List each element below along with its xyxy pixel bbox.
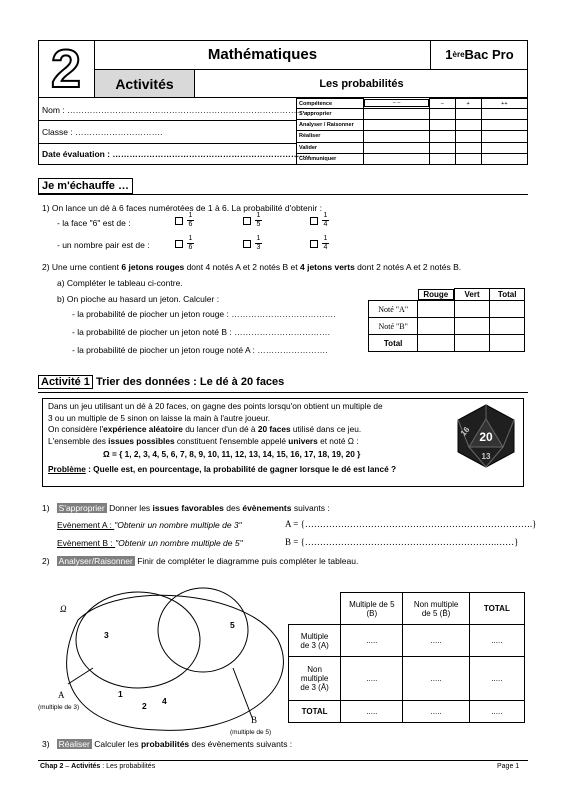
comp-cell[interactable]	[364, 109, 430, 120]
comp-header: +	[455, 99, 481, 109]
col-header: TOTAL	[469, 593, 524, 625]
skill-tag: Analyser/Raisonner	[58, 556, 133, 566]
warmup-q2b1: - la probabilité de piocher un jeton rouge : ……………………………….	[72, 309, 336, 319]
comp-cell[interactable]	[455, 142, 481, 153]
classe-field[interactable]: Classe : ………………………….	[42, 127, 163, 137]
row-header: Noté "A"	[369, 301, 418, 318]
divider	[38, 120, 296, 121]
answer-cell[interactable]	[490, 318, 525, 335]
answer-cell[interactable]: .....	[469, 701, 524, 723]
comp-header: ++	[481, 99, 527, 109]
comp-cell[interactable]	[430, 109, 455, 120]
event-a-set[interactable]: A = {………………………………………………………………….}	[285, 519, 537, 529]
answer-cell[interactable]	[454, 301, 490, 318]
answer-cell[interactable]	[418, 318, 455, 335]
warmup-q2b3: - la probabilité de piocher un jeton rouge noté A : …………………….	[72, 345, 328, 355]
checkbox[interactable]	[175, 240, 183, 248]
nom-field[interactable]: Nom : ……………………………………………………………………………	[42, 105, 314, 115]
svg-text:20: 20	[479, 430, 493, 444]
comp-cell[interactable]	[481, 153, 527, 164]
answer-cell[interactable]: .....	[341, 657, 403, 701]
warmup-q1a: - la face "6" est de :	[57, 218, 131, 228]
comp-cell[interactable]	[430, 120, 455, 131]
activities-label: Activités	[95, 70, 195, 98]
choice[interactable]	[243, 212, 262, 229]
footer-rule	[38, 760, 528, 761]
set-b-label: B	[251, 715, 258, 725]
section-rule	[38, 194, 528, 195]
comp-cell[interactable]	[364, 153, 430, 164]
skill-tag: Réaliser	[58, 739, 90, 749]
answer-cell[interactable]	[418, 335, 455, 352]
set-b-sub: (multiple de 5)	[230, 729, 272, 736]
venn-number: 3	[104, 630, 109, 640]
warmup-q2a: a) Compléter le tableau ci-contre.	[57, 278, 183, 288]
class-level: 1 ère Bac Pro	[430, 40, 528, 70]
choice[interactable]	[175, 235, 194, 252]
comp-cell[interactable]	[430, 153, 455, 164]
comp-row: Analyser / Raisonner	[297, 120, 364, 131]
row-header: Multiple de 3 (A)	[289, 625, 341, 657]
comp-cell[interactable]	[364, 142, 430, 153]
token-table	[368, 288, 525, 352]
skill-tag: S'approprier	[58, 503, 105, 513]
warmup-q2b: b) On pioche au hasard un jeton. Calculer :	[57, 294, 220, 304]
row-header: TOTAL	[289, 701, 341, 723]
choice[interactable]	[310, 212, 329, 229]
comp-cell[interactable]	[481, 131, 527, 142]
comp-header: –	[430, 99, 455, 109]
fraction: $\frac{1}{4}$	[323, 235, 328, 251]
comp-row: Communiquer	[297, 153, 364, 164]
topic-label: Les probabilités	[195, 70, 528, 98]
fraction: $\frac{1}{6}$	[188, 235, 193, 251]
checkbox[interactable]	[310, 217, 318, 225]
col-header: Rouge	[418, 289, 454, 300]
chapter-number: 2	[38, 40, 95, 98]
comp-cell[interactable]	[430, 131, 455, 142]
answer-cell[interactable]: .....	[469, 657, 524, 701]
warmup-q1b: - un nombre pair est de :	[57, 240, 150, 250]
comp-header: Compétence	[297, 99, 364, 109]
activity-title: Activité 1 Trier des données : Le dé à 20 faces	[38, 376, 284, 388]
venn-number: 1	[118, 689, 123, 699]
warmup-title: Je m'échauffe …	[38, 178, 133, 194]
comp-row: S'approprier	[297, 109, 364, 120]
problem-statement: Problème : Quelle est, en pourcentage, la probabilité de gagner lorsque le dé est lancé ?	[48, 463, 397, 474]
answer-cell[interactable]: .....	[341, 701, 403, 723]
comp-cell[interactable]	[364, 120, 430, 131]
fraction: $\frac{1}{4}$	[323, 212, 328, 228]
col-header: Total	[490, 289, 525, 301]
event-a: Evènement A : "Obtenir un nombre multiple de 3"	[57, 520, 242, 530]
comp-cell[interactable]	[455, 109, 481, 120]
comp-cell[interactable]	[430, 142, 455, 153]
omega-label: Ω	[60, 604, 67, 614]
intro-box: Dans un jeu utilisant un dé à 20 faces, on gagne des points lorsqu'on obtient un multiple de 3 ou un multiple de 5 sinon on laisse la main à l'autre joueur. On considère l'expérience aléatoire du lancer d'un dé à 20 faces utilisé dans ce jeu. L'ensemble des issues possibles constituent l'ensemble appelé univers et noté Ω : Ω = { 1, 2, 3, 4, 5, 6, 7, 8, 9, 10, 11, 12, 13, 14, 15, 16, 17, 18, 19, 20 } Problème : Quelle est, en pourcentage, la probabilité de gagner lorsque le dé est lancé ?	[42, 398, 524, 487]
venn-diagram	[38, 580, 288, 740]
question-2: 2) Analyser/Raisonner Finir de compléter le diagramme puis compléter le tableau.	[42, 556, 359, 566]
subject-title: Mathématiques	[95, 40, 430, 70]
set-a-label: A	[58, 690, 65, 700]
d20-die-icon	[453, 403, 519, 469]
comp-cell[interactable]	[455, 120, 481, 131]
venn-number: 4	[162, 696, 167, 706]
comp-cell[interactable]	[481, 142, 527, 153]
choice[interactable]	[310, 235, 329, 252]
answer-cell[interactable]	[418, 301, 455, 318]
comp-cell[interactable]	[364, 131, 430, 142]
set-a-sub: (multiple de 3)	[38, 704, 80, 711]
warmup-q2: 2) Une urne contient 6 jetons rouges dont 4 notés A et 2 notés B et 4 jetons verts dont 2 notés A et 2 notés B.	[42, 262, 462, 272]
checkbox[interactable]	[243, 217, 251, 225]
answer-cell[interactable]: .....	[341, 625, 403, 657]
comp-cell[interactable]	[455, 153, 481, 164]
answer-cell[interactable]	[454, 318, 490, 335]
date-field[interactable]: Date évaluation : …………………………………………………………….	[42, 149, 311, 159]
warmup-q2b2: - la probabilité de piocher un jeton noté B : …………………………….	[72, 327, 330, 337]
answer-cell[interactable]: .....	[403, 625, 469, 657]
fraction: $\frac{1}{5}$	[256, 212, 261, 228]
fraction: $\frac{1}{6}$	[188, 212, 193, 228]
row-header: Total	[369, 335, 418, 352]
comp-cell[interactable]	[455, 131, 481, 142]
contingency-table	[288, 592, 525, 723]
warmup-q1: 1) On lance un dé à 6 faces numérotées de 1 à 6. La probabilité d'obtenir :	[42, 203, 322, 213]
choice[interactable]	[243, 235, 262, 252]
venn-number: 5	[230, 620, 235, 630]
comp-cell[interactable]	[481, 120, 527, 131]
divider	[38, 143, 296, 144]
comp-header: – –	[364, 99, 429, 107]
checkbox[interactable]	[175, 217, 183, 225]
fraction: $\frac{1}{3}$	[256, 235, 261, 251]
answer-cell[interactable]: .....	[403, 701, 469, 723]
answer-cell[interactable]	[490, 335, 525, 352]
venn-number: 2	[142, 701, 147, 711]
footer-left: Chap 2 – Activités : Les probabilités	[40, 763, 156, 770]
answer-cell[interactable]: .....	[403, 657, 469, 701]
section-rule	[38, 392, 528, 393]
row-header: Noté "B"	[369, 318, 418, 335]
event-b: Evènement B : "Obtenir un nombre multiple de 5"	[57, 538, 243, 548]
checkbox[interactable]	[310, 240, 318, 248]
answer-cell[interactable]	[454, 335, 490, 352]
competence-grid	[296, 98, 528, 165]
comp-row: Valider	[297, 142, 364, 153]
page-number: Page 1	[497, 763, 520, 770]
checkbox[interactable]	[243, 240, 251, 248]
answer-cell[interactable]	[490, 301, 525, 318]
question-3: 3) Réaliser Calculer les probabilités des évènements suivants :	[42, 739, 293, 749]
col-header: Multiple de 5 (B)	[341, 593, 403, 625]
comp-cell[interactable]	[481, 109, 527, 120]
event-b-set[interactable]: B = {……………………………………………………….……}	[285, 537, 519, 547]
comp-row: Réaliser	[297, 131, 364, 142]
choice[interactable]	[175, 212, 194, 229]
row-header: Non multiple de 3 (Ā)	[289, 657, 341, 701]
col-header: Vert	[454, 289, 490, 301]
universe-set: Ω = { 1, 2, 3, 4, 5, 6, 7, 8, 9, 10, 11, 12, 13, 14, 15, 16, 17, 18, 19, 20 }	[103, 449, 361, 459]
col-header: Non multiple de 5 (B̄)	[403, 593, 469, 625]
svg-text:13: 13	[481, 452, 491, 461]
question-1: 1) S'approprier Donner les issues favorables des évènements suivants :	[42, 503, 330, 513]
answer-cell[interactable]: .....	[469, 625, 524, 657]
svg-text:16: 16	[458, 425, 472, 438]
